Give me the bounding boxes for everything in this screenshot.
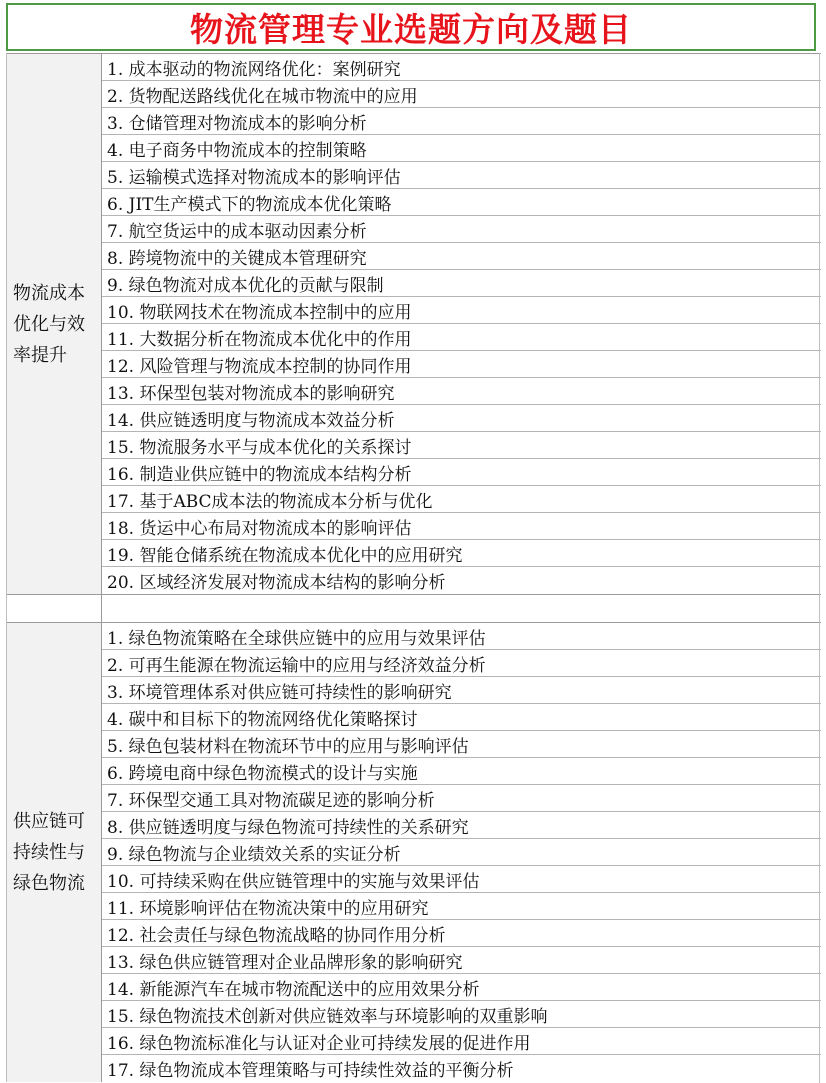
topic-row[interactable]: 9. 绿色物流对成本优化的贡献与限制 xyxy=(102,270,821,297)
topic-row[interactable]: 10. 可持续采购在供应链管理中的实施与效果评估 xyxy=(102,866,821,893)
topic-row[interactable]: 6. JIT生产模式下的物流成本优化策略 xyxy=(102,189,821,216)
topic-row[interactable]: 5. 运输模式选择对物流成本的影响评估 xyxy=(102,162,821,189)
topic-row[interactable]: 4. 碳中和目标下的物流网络优化策略探讨 xyxy=(102,704,821,731)
topic-row[interactable]: 4. 电子商务中物流成本的控制策略 xyxy=(102,135,821,162)
blank-topic-cell[interactable] xyxy=(102,595,821,622)
topic-row[interactable]: 2. 可再生能源在物流运输中的应用与经济效益分析 xyxy=(102,650,821,677)
topic-row[interactable]: 6. 跨境电商中绿色物流模式的设计与实施 xyxy=(102,758,821,785)
category-label: 供应链可持续性与绿色物流 xyxy=(13,811,85,894)
table-right-border xyxy=(819,53,820,1083)
topic-row[interactable]: 1. 成本驱动的物流网络优化：案例研究 xyxy=(102,54,821,81)
topic-row[interactable]: 13. 环保型包装对物流成本的影响研究 xyxy=(102,378,821,405)
topic-row[interactable]: 17. 绿色物流成本管理策略与可持续性效益的平衡分析 xyxy=(107,1061,514,1081)
topic-row[interactable]: 12. 社会责任与绿色物流战略的协同作用分析 xyxy=(102,920,821,947)
topic-row[interactable]: 18. 货运中心布局对物流成本的影响评估 xyxy=(102,513,821,540)
topic-list xyxy=(102,623,821,1082)
topic-table xyxy=(6,53,821,1082)
topic-row[interactable]: 5. 绿色包装材料在物流环节中的应用与影响评估 xyxy=(102,731,821,758)
topic-row[interactable]: 19. 智能仓储系统在物流成本优化中的应用研究 xyxy=(102,540,821,567)
blank-row[interactable] xyxy=(7,594,821,622)
topic-row[interactable]: 13. 绿色供应链管理对企业品牌形象的影响研究 xyxy=(102,947,821,974)
topic-row[interactable]: 7. 环保型交通工具对物流碳足迹的影响分析 xyxy=(102,785,821,812)
topic-row[interactable]: 9. 绿色物流与企业绩效关系的实证分析 xyxy=(102,839,821,866)
topic-row[interactable]: 16. 制造业供应链中的物流成本结构分析 xyxy=(102,459,821,486)
topic-row[interactable]: 17. 基于ABC成本法的物流成本分析与优化 xyxy=(102,486,821,513)
category-cell[interactable] xyxy=(7,623,102,1082)
topic-row[interactable]: 7. 航空货运中的成本驱动因素分析 xyxy=(102,216,821,243)
blank-category-cell[interactable] xyxy=(7,595,102,622)
topic-row[interactable]: 8. 跨境物流中的关键成本管理研究 xyxy=(102,243,821,270)
page-title: 物流管理专业选题方向及题目 xyxy=(190,9,632,49)
topic-row[interactable]: 16. 绿色物流标准化与认证对企业可持续发展的促进作用 xyxy=(102,1028,821,1055)
category-cell[interactable] xyxy=(7,54,102,594)
topic-row[interactable]: 1. 绿色物流策略在全球供应链中的应用与效果评估 xyxy=(102,623,821,650)
topic-row[interactable]: 3. 环境管理体系对供应链可持续性的影响研究 xyxy=(102,677,821,704)
topic-row[interactable]: 3. 仓储管理对物流成本的影响分析 xyxy=(102,108,821,135)
section-sustainability xyxy=(7,622,821,1082)
category-label: 物流成本优化与效率提升 xyxy=(13,282,85,366)
topic-row[interactable]: 15. 物流服务水平与成本优化的关系探讨 xyxy=(102,432,821,459)
topic-row[interactable]: 8. 供应链透明度与绿色物流可持续性的关系研究 xyxy=(102,812,821,839)
topic-row[interactable]: 12. 风险管理与物流成本控制的协同作用 xyxy=(102,351,821,378)
topic-list xyxy=(102,54,821,594)
topic-row[interactable]: 10. 物联网技术在物流成本控制中的应用 xyxy=(102,297,821,324)
topic-row[interactable]: 20. 区域经济发展对物流成本结构的影响分析 xyxy=(107,573,446,593)
topic-row[interactable]: 11. 大数据分析在物流成本优化中的作用 xyxy=(102,324,821,351)
title-cell[interactable] xyxy=(6,3,816,51)
topic-row[interactable]: 14. 供应链透明度与物流成本效益分析 xyxy=(102,405,821,432)
section-cost-efficiency xyxy=(7,53,821,594)
topic-row[interactable]: 15. 绿色物流技术创新对供应链效率与环境影响的双重影响 xyxy=(102,1001,821,1028)
topic-row[interactable]: 11. 环境影响评估在物流决策中的应用研究 xyxy=(102,893,821,920)
topic-row[interactable]: 14. 新能源汽车在城市物流配送中的应用效果分析 xyxy=(102,974,821,1001)
topic-row[interactable]: 2. 货物配送路线优化在城市物流中的应用 xyxy=(102,81,821,108)
